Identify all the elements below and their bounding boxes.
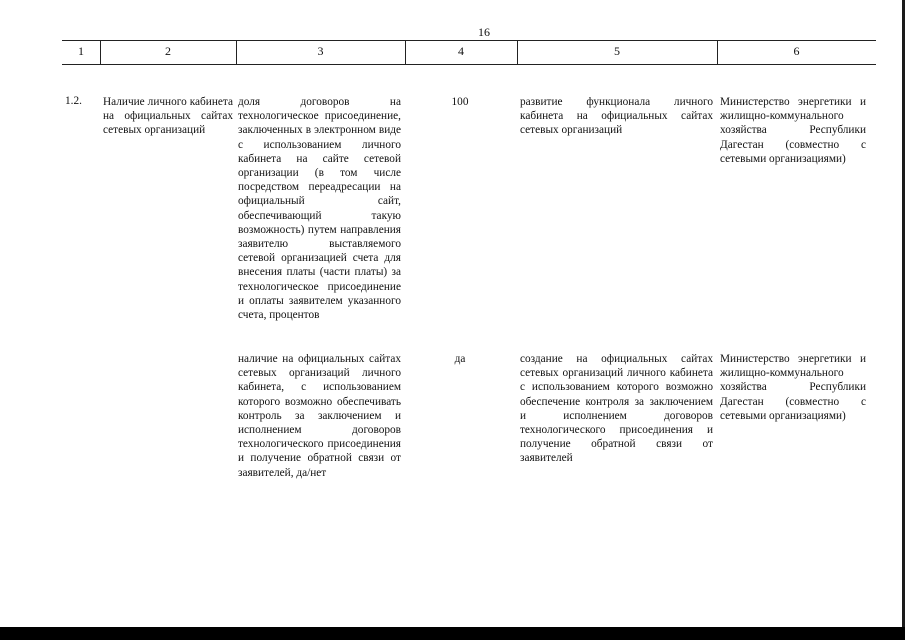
scan-bottom-edge: [0, 627, 905, 640]
action-text: развитие функционала личного кабинета на официальных сайтах сетевых организаций: [520, 96, 713, 137]
page-number: 16: [478, 25, 490, 39]
column-header-3: 3: [317, 44, 324, 58]
measure-name: Наличие личного кабинета на официальных сайтах сетевых организаций: [103, 96, 233, 137]
indicator-text: доля договоров на технологическое присоединение, заключенных в электронном виде с использованием личного кабинета на сайте сетевой организации (в том числе посредством переадресации на официальный сайт, обеспечивающий такую возможность) путем направления заявителю выставляемого сетевой организацией счета для внесения платы (части платы) за технологическое присоединение и оплаты заявителем указанного счета, процентов: [238, 96, 401, 322]
row-number: 1.2.: [65, 95, 82, 107]
target-value: 100: [451, 96, 469, 108]
responsible-text: Министерство энергетики и жилищно-коммунального хозяйства Республики Дагестан (совместно с сетевыми организациями): [720, 353, 866, 422]
column-header-5: 5: [614, 44, 620, 58]
column-header-6: 6: [793, 44, 800, 58]
target-value: да: [454, 353, 466, 365]
column-header-1: 1: [78, 44, 84, 58]
column-header-2: 2: [165, 44, 171, 58]
responsible-text: Министерство энергетики и жилищно-коммунального хозяйства Республики Дагестан (совместно с сетевыми организациями): [720, 96, 866, 165]
header-top-rule: [62, 40, 876, 41]
header-bottom-rule: [62, 64, 876, 65]
indicator-text: наличие на официальных сайтах сетевых организаций личного кабинета, с использованием которого возможно обеспечивать контроль за заключением и исполнением договоров технологического присоединения и получение обратной связи от заявителей, да/нет: [238, 353, 401, 479]
action-text: создание на официальных сайтах сетевых организаций личного кабинета с использованием которого возможно обеспечение контроля за заключением и исполнением договоров технологического присоединения и получение обратной связи от заявителей: [520, 353, 713, 465]
column-header-4: 4: [458, 44, 464, 58]
